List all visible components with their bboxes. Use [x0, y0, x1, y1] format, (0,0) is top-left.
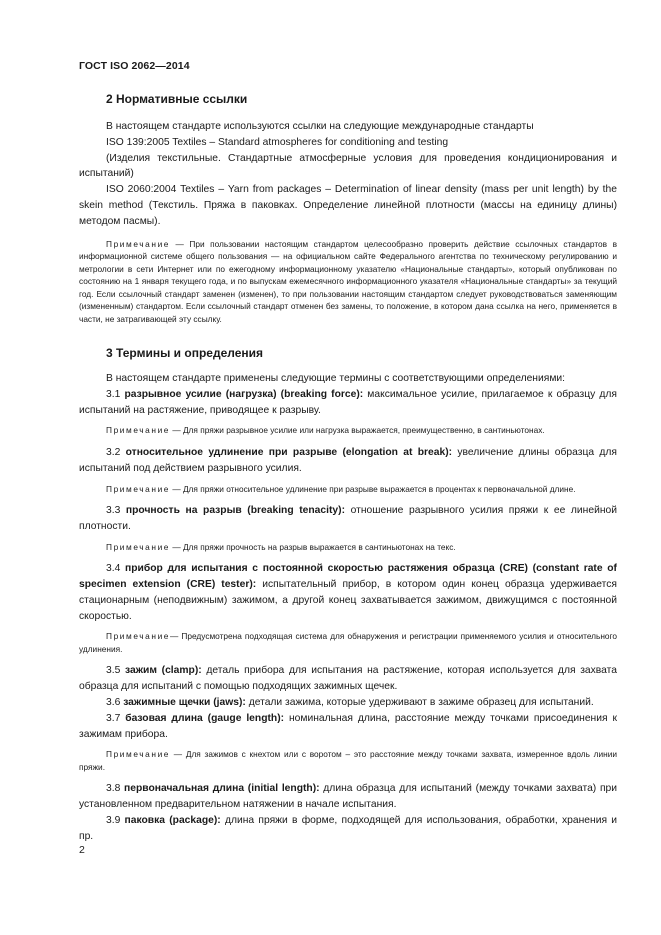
term-number: 3.3: [106, 505, 126, 517]
note-text: — Предусмотрена подходящая система для обнаружения и регистрации применяемого усилия и относительного удлинения.: [79, 631, 617, 654]
term-definition: [79, 445, 617, 477]
term-name: зажимные щечки (jaws):: [123, 696, 246, 708]
term-def: длина пряжи в форме, подходящей для использования, обработки, хранения и пр.: [79, 814, 618, 842]
page-content: [79, 84, 617, 845]
note-text: — Для пряжи прочность на разрыв выражается в сантиньютонах на текс.: [170, 541, 456, 552]
term-name: разрывное усилие (нагрузка) (breaking force):: [124, 388, 364, 400]
section-2-paragraph: В настоящем стандарте используются ссылки на следующие международные стандарты: [106, 121, 534, 132]
term-number: 3.7: [106, 712, 126, 724]
term-name: прибор для испытания с постоянной скоростью растяжения образца (CRE) (constant rate of specimen extension (CRE) tester):: [79, 563, 617, 590]
note-text: — Для пряжи разрывное усилие или нагрузка выражается, преимущественно, в сантиньютонах.: [170, 425, 545, 436]
note-label: Примечание: [106, 749, 171, 760]
term-note: [79, 630, 617, 655]
term-number: 3.1: [106, 388, 125, 400]
note-label: Примечание: [106, 238, 171, 249]
term-number: 3.2: [106, 446, 126, 458]
note-text: — Для пряжи относительное удлинение при разрыве выражается в процентах к первоначальной длине.: [170, 483, 576, 494]
note-text: — При пользовании настоящим стандартом целесообразно проверить действие ссылочных стандартов в информационной системе общего пользования — на официальном сайте Федерального агентства по техническому регулированию и метрологии в сети Интернет или по ежегодному информационному указателю «Национальные стандарты», который опубликован по состоянию на 1 января текущего года, и по выпускам ежемесячного информационного указателя «Национальные стандарты» за текущий год. Если ссылочный стандарт заменен (изменен), то при пользовании настоящим стандартом следует руководствоваться заменяющим (измененным) стандартом. Если ссылочный стандарт отменен без замены, то положение, в котором дана ссылка на него, применяется в части, не затрагивающей эту ссылку.: [79, 238, 617, 324]
term-def: номинальная длина, расстояние между точками присоединения к зажимам прибора.: [79, 712, 617, 740]
term-name: относительное удлинение при разрыве (elongation at break):: [125, 446, 453, 458]
term-note: [79, 748, 617, 773]
term-number: 3.9: [106, 814, 125, 826]
term-name: зажим (clamp):: [125, 665, 202, 677]
section-2-paragraph: ISO 139:2005 Textiles – Standard atmospheres for conditioning and testing: [106, 136, 449, 148]
term-def: отношение разрывного усилия пряжи к ее линейной плотности.: [79, 505, 617, 532]
note-label: Примечание: [106, 541, 171, 552]
term-def: деталь прибора для испытания на растяжение, которая используется для захвата образца для испытаний с помощью подходящих зажимных щечек.: [79, 665, 617, 693]
running-header: ГОСТ ISO 2062—2014: [79, 60, 190, 72]
term-def: испытательный прибор, в котором один конец образца удерживается стационарным (неподвижным) зажимом, а другой конец захватывается зажимом, движущимся с постоянной скоростью.: [79, 578, 617, 622]
term-definition: [79, 695, 617, 711]
term-number: 3.4: [106, 563, 125, 575]
note-label: Примечание: [106, 631, 171, 642]
term-name: прочность на разрыв (breaking tenacity):: [125, 505, 346, 517]
term-definition: [79, 387, 617, 419]
term-name: паковка (package):: [124, 814, 221, 826]
term-definition: [79, 711, 617, 743]
section-2-paragraph: ISO 2060:2004 Textiles – Yarn from packages – Determination of linear density (mass per unit length) by the skein method (Текстиль. Пряжа в паковках. Определение линейной плотности (массы на единицу длины) методом пасмы).: [79, 184, 617, 227]
term-def: максимальное усилие, прилагаемое к образцу для испытаний на растяжение, приводящее к разрыву.: [79, 388, 617, 416]
page-number: 2: [79, 844, 85, 856]
term-name: базовая длина (gauge length):: [125, 712, 285, 724]
section-3-intro: В настоящем стандарте применены следующие термины с соответствующими определениями:: [106, 373, 566, 385]
section-3-title: 3 Термины и определения: [106, 346, 264, 361]
term-number: 3.6: [106, 696, 124, 708]
term-definition: [79, 813, 617, 845]
term-definition: [79, 781, 617, 813]
term-definition: [79, 663, 617, 695]
term-def: длина образца для испытаний (между точками захвата) при установленном предварительном натяжении в начале испытания.: [79, 783, 618, 811]
term-name: первоначальная длина (initial length):: [124, 783, 320, 795]
note-text: — Для зажимов с кнехтом или с воротом – это расстояние между точками захвата, измеренное вдоль линии пряжи.: [79, 749, 617, 772]
term-def: увеличение длины образца для испытаний под действием разрывного усилия.: [79, 446, 617, 474]
section-2-title: 2 Нормативные ссылки: [106, 92, 248, 106]
term-note: [79, 541, 617, 554]
section-2-paragraph: (Изделия текстильные. Стандартные атмосферные условия для проведения кондиционирования и испытаний): [79, 152, 617, 180]
term-number: 3.5: [106, 665, 125, 677]
term-def: детали зажима, которые удерживают в зажиме образец для испытаний.: [245, 696, 594, 708]
note-label: Примечание: [106, 425, 171, 436]
term-definition: [79, 503, 617, 535]
section-2-note: [79, 238, 617, 326]
term-note: [79, 424, 617, 437]
term-definition: [79, 561, 617, 624]
term-note: [79, 483, 617, 496]
term-number: 3.8: [106, 783, 125, 795]
note-label: Примечание: [106, 483, 171, 494]
